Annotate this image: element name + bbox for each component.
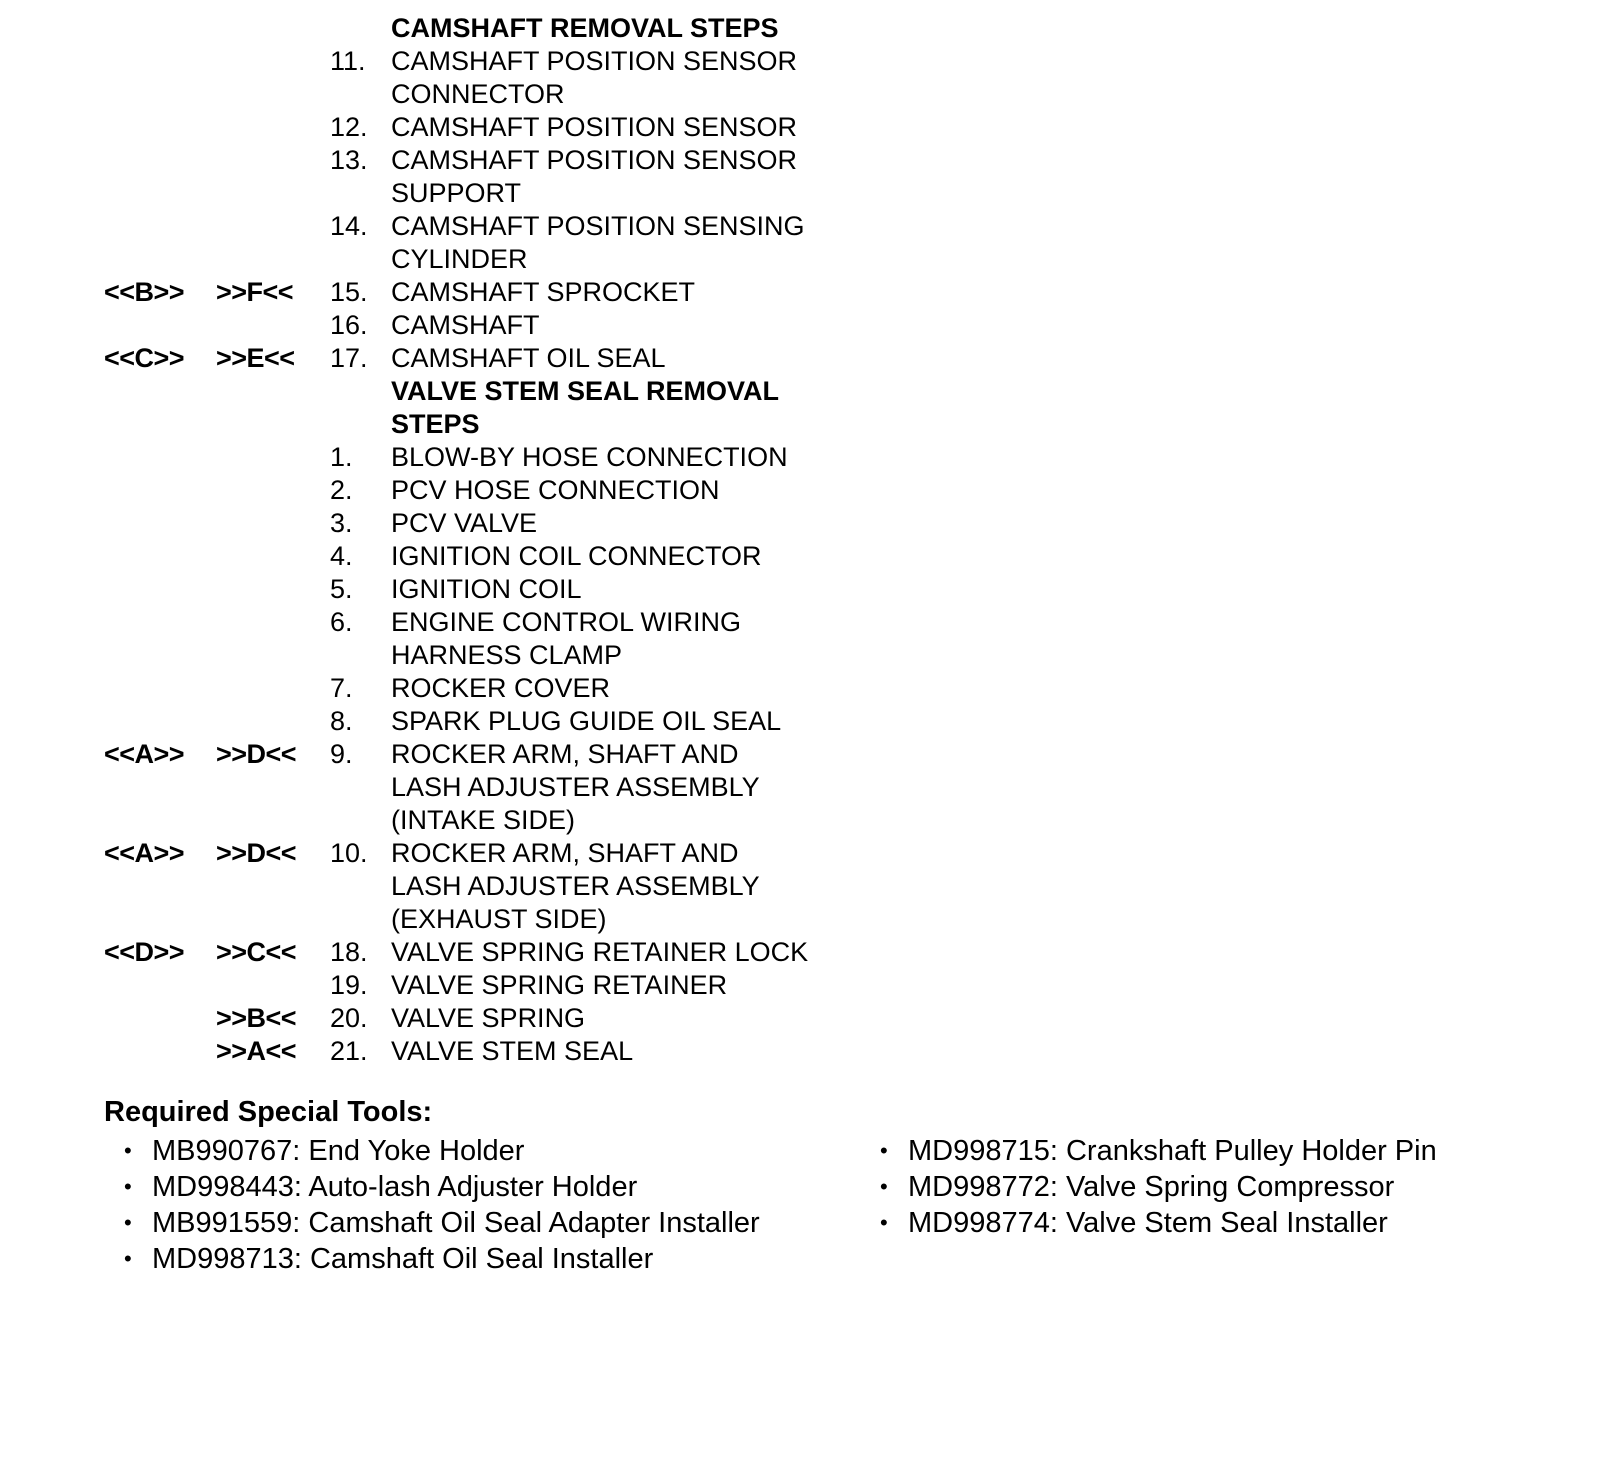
step-row (104, 969, 844, 1002)
step-number: 5. (330, 574, 353, 604)
bullet-icon: • (124, 1246, 132, 1271)
step-row (104, 309, 844, 342)
step-description: VALVE SPRING (391, 1003, 586, 1033)
tool-list-item (880, 1169, 1437, 1205)
step-description: BLOW-BY HOSE CONNECTION (391, 442, 788, 472)
step-number: 12. (330, 112, 368, 142)
step-description: PCV VALVE (391, 508, 538, 538)
section-heading-camshaft-removal (104, 12, 844, 45)
step-row (104, 342, 844, 375)
step-row (104, 606, 844, 672)
removal-service-point: <<A>> (104, 838, 185, 868)
tool-list-item (124, 1169, 760, 1205)
step-number: 20. (330, 1003, 368, 1033)
step-description: SPARK PLUG GUIDE OIL SEAL (391, 706, 782, 736)
step-number: 1. (330, 442, 353, 472)
step-description: ENGINE CONTROL WIRING HARNESS CLAMP (391, 607, 742, 670)
bullet-icon: • (124, 1138, 132, 1163)
tool-label: MD998774: Valve Stem Seal Installer (908, 1207, 1388, 1239)
tool-list-item (124, 1205, 760, 1241)
tool-label: MB991559: Camshaft Oil Seal Adapter Installer (152, 1207, 760, 1239)
step-row (104, 1035, 844, 1068)
step-row (104, 441, 844, 474)
step-row (104, 540, 844, 573)
installation-service-point: >>F<< (216, 277, 294, 307)
bullet-icon: • (880, 1210, 888, 1235)
bullet-icon: • (124, 1210, 132, 1235)
procedure-steps-table (104, 12, 844, 1068)
step-row (104, 210, 844, 276)
step-description: CAMSHAFT POSITION SENSING CYLINDER (391, 211, 805, 274)
step-description: CAMSHAFT POSITION SENSOR CONNECTOR (391, 46, 798, 109)
step-description: VALVE SPRING RETAINER (391, 970, 728, 1000)
removal-service-point: <<B>> (104, 277, 185, 307)
installation-service-point: >>B<< (216, 1003, 297, 1033)
section-heading-valve-stem-seal-removal (104, 375, 844, 441)
section-heading-text: CAMSHAFT REMOVAL STEPS (391, 13, 779, 43)
removal-service-point: <<C>> (104, 343, 185, 373)
installation-service-point: >>A<< (216, 1036, 297, 1066)
special-tools-list-right (880, 1133, 1437, 1241)
step-row (104, 276, 844, 309)
bullet-icon: • (124, 1174, 132, 1199)
step-number: 7. (330, 673, 353, 703)
step-row (104, 45, 844, 111)
step-number: 17. (330, 343, 368, 373)
tool-label: MD998772: Valve Spring Compressor (908, 1171, 1395, 1203)
step-row (104, 507, 844, 540)
tool-list-item (124, 1133, 760, 1169)
tool-label: MD998443: Auto-lash Adjuster Holder (152, 1171, 638, 1203)
step-number: 11. (330, 46, 366, 76)
step-description: CAMSHAFT SPROCKET (391, 277, 696, 307)
step-row (104, 111, 844, 144)
step-description: CAMSHAFT (391, 310, 540, 340)
step-number: 14. (330, 211, 368, 241)
step-description: CAMSHAFT OIL SEAL (391, 343, 666, 373)
step-row (104, 1002, 844, 1035)
step-row (104, 474, 844, 507)
step-number: 3. (330, 508, 353, 538)
step-row (104, 705, 844, 738)
installation-service-point: >>D<< (216, 838, 297, 868)
step-number: 16. (330, 310, 368, 340)
step-row (104, 936, 844, 969)
step-number: 10. (330, 838, 368, 868)
installation-service-point: >>C<< (216, 937, 297, 967)
bullet-icon: • (880, 1174, 888, 1199)
step-number: 19. (330, 970, 368, 1000)
step-row (104, 672, 844, 705)
step-description: ROCKER COVER (391, 673, 611, 703)
required-special-tools-heading: Required Special Tools: (104, 1096, 433, 1128)
removal-service-point: <<A>> (104, 739, 185, 769)
step-row (104, 573, 844, 606)
step-description: IGNITION COIL CONNECTOR (391, 541, 762, 571)
step-number: 8. (330, 706, 353, 736)
section-heading-text: VALVE STEM SEAL REMOVAL STEPS (391, 376, 780, 439)
tool-list-item (880, 1205, 1437, 1241)
step-number: 15. (330, 277, 368, 307)
step-number: 13. (330, 145, 368, 175)
step-description: CAMSHAFT POSITION SENSOR SUPPORT (391, 145, 798, 208)
step-row (104, 738, 844, 837)
removal-service-point: <<D>> (104, 937, 185, 967)
step-description: ROCKER ARM, SHAFT AND LASH ADJUSTER ASSEMBLY (EXHAUST SIDE) (391, 838, 760, 934)
tool-label: MD998713: Camshaft Oil Seal Installer (152, 1243, 654, 1275)
step-number: 4. (330, 541, 353, 571)
step-description: VALVE STEM SEAL (391, 1036, 634, 1066)
step-number: 6. (330, 607, 353, 637)
step-number: 9. (330, 739, 353, 769)
bullet-icon: • (880, 1138, 888, 1163)
step-number: 2. (330, 475, 353, 505)
step-number: 18. (330, 937, 368, 967)
step-description: VALVE SPRING RETAINER LOCK (391, 937, 809, 967)
step-description: ROCKER ARM, SHAFT AND LASH ADJUSTER ASSEMBLY (INTAKE SIDE) (391, 739, 760, 835)
installation-service-point: >>D<< (216, 739, 297, 769)
step-row (104, 837, 844, 936)
tool-label: MD998715: Crankshaft Pulley Holder Pin (908, 1135, 1437, 1167)
step-description: IGNITION COIL (391, 574, 582, 604)
step-description: PCV HOSE CONNECTION (391, 475, 720, 505)
step-number: 21. (330, 1036, 368, 1066)
tool-label: MB990767: End Yoke Holder (152, 1135, 525, 1167)
step-description: CAMSHAFT POSITION SENSOR (391, 112, 798, 142)
tool-list-item (124, 1241, 760, 1277)
step-row (104, 144, 844, 210)
installation-service-point: >>E<< (216, 343, 295, 373)
tool-list-item (880, 1133, 1437, 1169)
special-tools-list-left (124, 1133, 760, 1277)
